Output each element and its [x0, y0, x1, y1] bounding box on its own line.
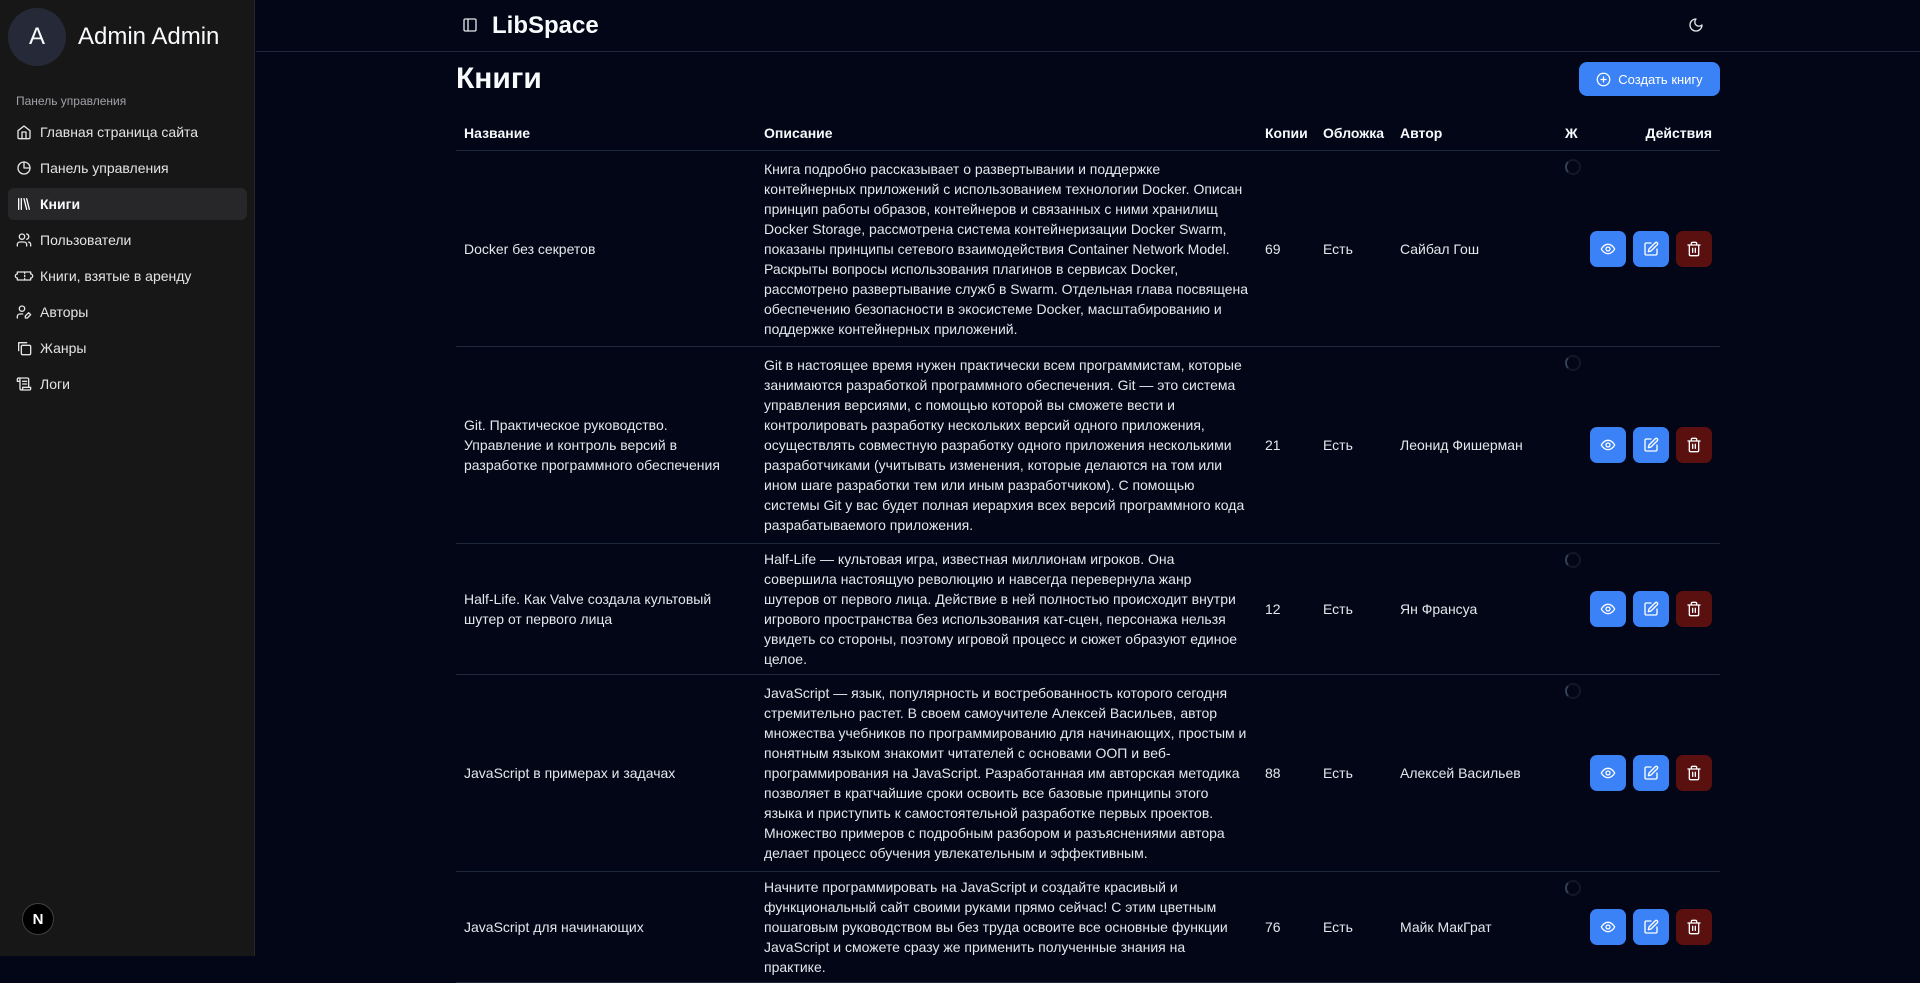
book-description: Git в настоящее время нужен практически всем программистам, которые занимаются разработкой программного обеспечения. Git — это система управления версиями, с помощью которой вы сможете вести и контролировать разработку нескольких версий одного приложения, осуществлять совместную разработку одного приложения несколькими разработчиками (учитывать изменения, которые делаются на том или ином шаге разработки тем или иным разработчиком). С помощью системы Git у вас будет полная иерархия всех версий программного кода разрабатываемого приложения.	[756, 347, 1257, 544]
books-table-container	[456, 116, 1720, 983]
home-icon	[16, 124, 32, 140]
edit-icon	[1643, 919, 1659, 935]
book-copies: 69	[1257, 151, 1315, 347]
sidebar-item-books[interactable]	[8, 188, 247, 220]
sidebar-item-home[interactable]	[8, 116, 247, 148]
copy-icon	[16, 340, 32, 356]
book-actions	[1575, 151, 1720, 347]
book-author: Алексей Васильев	[1392, 675, 1565, 872]
eye-icon	[1600, 765, 1616, 781]
loading-spinner-icon	[1565, 552, 1581, 568]
edit-button[interactable]	[1633, 427, 1669, 463]
table-row	[456, 675, 1720, 872]
loading-spinner-icon	[1565, 683, 1581, 699]
book-author: Майк МакГрат	[1392, 872, 1565, 983]
brand-title[interactable]: LibSpace	[492, 12, 599, 39]
delete-button[interactable]	[1676, 427, 1712, 463]
edit-icon	[1643, 601, 1659, 617]
delete-button[interactable]	[1676, 591, 1712, 627]
column-header-actions: Действия	[1575, 116, 1720, 151]
book-actions	[1575, 675, 1720, 872]
book-rent-cell	[1565, 151, 1575, 347]
sidebar-group-label: Панель управления	[16, 94, 127, 108]
sidebar-item-label: Книги	[40, 196, 81, 212]
create-book-label: Создать книгу	[1618, 71, 1703, 87]
book-cover: Есть	[1315, 872, 1392, 983]
avatar: A	[8, 8, 66, 66]
book-actions	[1575, 544, 1720, 675]
book-name: Git. Практическое руководство. Управление и контроль версий в разработке программного обеспечения	[456, 347, 756, 544]
edit-button[interactable]	[1633, 755, 1669, 791]
sidebar-item-users[interactable]	[8, 224, 247, 256]
loading-spinner-icon	[1565, 355, 1581, 371]
edit-button[interactable]	[1633, 591, 1669, 627]
column-header-copies[interactable]: Копии	[1257, 116, 1315, 151]
trash-icon	[1686, 765, 1702, 781]
sidebar-nav	[8, 116, 247, 404]
column-header-author[interactable]: Автор	[1392, 116, 1565, 151]
delete-button[interactable]	[1676, 231, 1712, 267]
create-book-button[interactable]	[1579, 62, 1720, 96]
book-description: Начните программировать на JavaScript и создайте красивый и функциональный сайт своими руками прямо сейчас! С этим цветным пошаговым руководством вы без труда освоите все основные функции JavaScript и сможете сразу же применить полученные знания на практике.	[756, 872, 1257, 983]
book-name: Half-Life. Как Valve создала культовый шутер от первого лица	[456, 544, 756, 675]
book-actions	[1575, 347, 1720, 544]
pie-chart-icon	[16, 160, 32, 176]
delete-button[interactable]	[1676, 755, 1712, 791]
column-header-rent[interactable]: Ж	[1565, 116, 1575, 151]
loading-spinner-icon	[1565, 159, 1581, 175]
sidebar-item-dashboard[interactable]	[8, 152, 247, 184]
sidebar-item-label: Жанры	[40, 340, 87, 356]
sidebar-item-authors[interactable]	[8, 296, 247, 328]
eye-icon	[1600, 919, 1616, 935]
book-name: JavaScript в примерах и задачах	[456, 675, 756, 872]
book-description: Half-Life — культовая игра, известная миллионам игроков. Она совершила настоящую революцию и навсегда перевернула жанр шутеров от первого лица. Действие в ней полностью происходит внутри игрового пространства без использования кат-сцен, персонажа нельзя увидеть со стороны, поэтому игровой процесс и сюжет образуют единое целое.	[756, 544, 1257, 675]
trash-icon	[1686, 437, 1702, 453]
view-button[interactable]	[1590, 231, 1626, 267]
scroll-icon	[16, 376, 32, 392]
eye-icon	[1600, 601, 1616, 617]
sidebar-item-label: Авторы	[40, 304, 89, 320]
book-copies: 88	[1257, 675, 1315, 872]
book-copies: 21	[1257, 347, 1315, 544]
trash-icon	[1686, 601, 1702, 617]
book-cover: Есть	[1315, 347, 1392, 544]
nextjs-logo[interactable]: N	[22, 903, 54, 935]
sidebar-item-label: Пользователи	[40, 232, 132, 248]
users-icon	[16, 232, 32, 248]
view-button[interactable]	[1590, 591, 1626, 627]
book-description: Книга подробно рассказывает о развертывании и поддержке контейнерных приложений с использованием технологии Docker. Описан принцип работы образов, контейнеров и связанных с ними хранилищ Docker Storage, рассмотрена система контейнеризации Docker Swarm, показаны принципы сетевого взаимодействия Container Network Model. Раскрыты вопросы использования плагинов в сервисах Docker, рассмотрено развертывание служб в Swarm. Отдельная глава посвящена обеспечению безопасности в экосистеме Docker, масштабированию и поддержке контейнерных приложений.	[756, 151, 1257, 347]
eye-icon	[1600, 437, 1616, 453]
book-cover: Есть	[1315, 675, 1392, 872]
book-rent-cell	[1565, 347, 1575, 544]
column-header-name[interactable]: Название	[456, 116, 756, 151]
view-button[interactable]	[1590, 427, 1626, 463]
sidebar-item-logs[interactable]	[8, 368, 247, 400]
column-header-cover[interactable]: Обложка	[1315, 116, 1392, 151]
user-name: Admin Admin	[78, 23, 220, 50]
top-bar	[256, 0, 1920, 52]
eye-icon	[1600, 241, 1616, 257]
book-name: Docker без секретов	[456, 151, 756, 347]
table-row	[456, 872, 1720, 983]
book-description: JavaScript — язык, популярность и востребованность которого сегодня стремительно растет. В своем самоучителе Алексей Васильев, автор множества учебников по программированию для начинающих, простым и понятным языком знакомит читателей с основами ООП и веб-программирования на JavaScript. Разработанная им авторская методика позволяет в кратчайшие сроки освоить все базовые принципы этого языка и приступить к самостоятельной разработке первых проектов. Множество примеров с подробным разбором и разъяснениями автора делает процесс обучения увлекательным и эффективным.	[756, 675, 1257, 872]
edit-icon	[1643, 241, 1659, 257]
loading-spinner-icon	[1565, 880, 1581, 896]
book-author: Сайбал Гош	[1392, 151, 1565, 347]
sidebar	[0, 0, 255, 956]
table-row	[456, 347, 1720, 544]
table-header-row	[456, 116, 1720, 151]
user-pen-icon	[16, 304, 32, 320]
page-title: Книги	[456, 62, 542, 95]
book-name: JavaScript для начинающих	[456, 872, 756, 983]
edit-button[interactable]	[1633, 231, 1669, 267]
sidebar-item-label: Главная страница сайта	[40, 124, 199, 140]
book-rent-cell	[1565, 544, 1575, 675]
view-button[interactable]	[1590, 909, 1626, 945]
sidebar-item-genres[interactable]	[8, 332, 247, 364]
view-button[interactable]	[1590, 755, 1626, 791]
table-row	[456, 151, 1720, 347]
edit-button[interactable]	[1633, 909, 1669, 945]
book-copies: 12	[1257, 544, 1315, 675]
edit-icon	[1643, 437, 1659, 453]
trash-icon	[1686, 241, 1702, 257]
user-profile[interactable]	[8, 8, 219, 66]
column-header-description[interactable]: Описание	[756, 116, 1257, 151]
books-table	[456, 116, 1720, 983]
delete-button[interactable]	[1676, 909, 1712, 945]
book-rent-cell	[1565, 675, 1575, 872]
book-actions	[1575, 872, 1720, 983]
book-author: Ян Франсуа	[1392, 544, 1565, 675]
sidebar-item-label: Книги, взятые в аренду	[40, 268, 192, 284]
sidebar-toggle-icon[interactable]	[462, 17, 478, 33]
plus-circle-icon	[1596, 72, 1611, 87]
sidebar-item-label: Логи	[40, 376, 70, 392]
ticket-icon	[16, 268, 32, 284]
book-cover: Есть	[1315, 544, 1392, 675]
book-cover: Есть	[1315, 151, 1392, 347]
moon-icon[interactable]	[1688, 17, 1704, 33]
edit-icon	[1643, 765, 1659, 781]
table-row	[456, 544, 1720, 675]
sidebar-item-label: Панель управления	[40, 160, 169, 176]
library-icon	[16, 196, 32, 212]
book-rent-cell	[1565, 872, 1575, 983]
sidebar-item-rented-books[interactable]	[8, 260, 247, 292]
book-author: Леонид Фишерман	[1392, 347, 1565, 544]
book-copies: 76	[1257, 872, 1315, 983]
trash-icon	[1686, 919, 1702, 935]
